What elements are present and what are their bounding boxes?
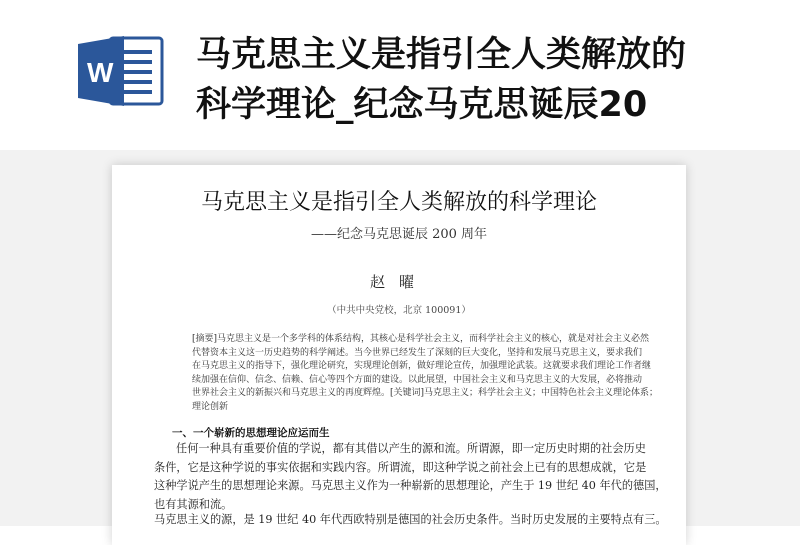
page-subtitle: ——纪念马克思诞辰 200 周年 [310,227,488,242]
body-line: 这种学说产生的思想理论来源。马克思主义作为一种崭新的思想理论，产生于 19 世纪 40 年代的德国， [154,479,667,493]
document-title [196,30,796,130]
header [0,0,800,150]
body-line-next-paragraph: 马克思主义的源，是 19 世纪 40 年代西欧特别是德国的社会历史条件。当时历史发展的主要特点有三。 [154,513,667,526]
word-icon [76,32,166,110]
author-name: 赵曜 [369,273,428,291]
abstract-line: 续加强在信仰、信念、信赖、信心等四个方面的建设。以此展望，中国社会主义和马克思主义的大发展，必将推动 [192,374,643,385]
body-line: 也有其源和流。 [154,497,233,511]
body-line: 条件，它是这种学说的事实依据和实践内容。所谓流，即这种学说之前社会上已有的思想成就，它是 [154,460,647,474]
page-title: 马克思主义是指引全人类解放的科学理论 [200,190,597,215]
abstract [192,333,659,415]
word-icon-letter: W [87,57,114,88]
document-title-line-1: 马克思主义是指引全人类解放的 [196,35,687,75]
abstract-line: [摘要]马克思主义是一个多学科的体系结构，其核心是科学社会主义，而科学社会主义的核心，就是对社会主义必然 [192,334,650,344]
section-heading: 一、一个崭新的思想理论应运而生 [172,427,330,439]
body-paragraph [154,440,667,514]
abstract-line: 代替资本主义这一历史趋势的科学阐述。当今世界已经发生了深刻的巨大变化，坚持和发展马克思主义，要求我们 [192,347,643,358]
author-affiliation: （中共中央党校，北京 100091） [327,305,471,316]
document-title-line-2: 科学理论_纪念马克思诞辰20 [196,85,648,125]
abstract-line: 世界社会主义的新振兴和马克思主义的再度辉煌。[关键词]马克思主义；科学社会主义；中国特色社会主义理论体系； [192,388,659,399]
body-line: 任何一种具有重要价值的学说，都有其借以产生的源和流。所谓源，即一定历史时期的社会历史 [176,442,646,455]
abstract-line: 在马克思主义的指导下，强化理论研究，实现理论创新，做好理论宣传，加强理论武装。这就要求我们理论工作者继 [192,361,652,372]
abstract-line: 理论创新 [192,401,229,412]
document-page-preview [112,165,686,545]
